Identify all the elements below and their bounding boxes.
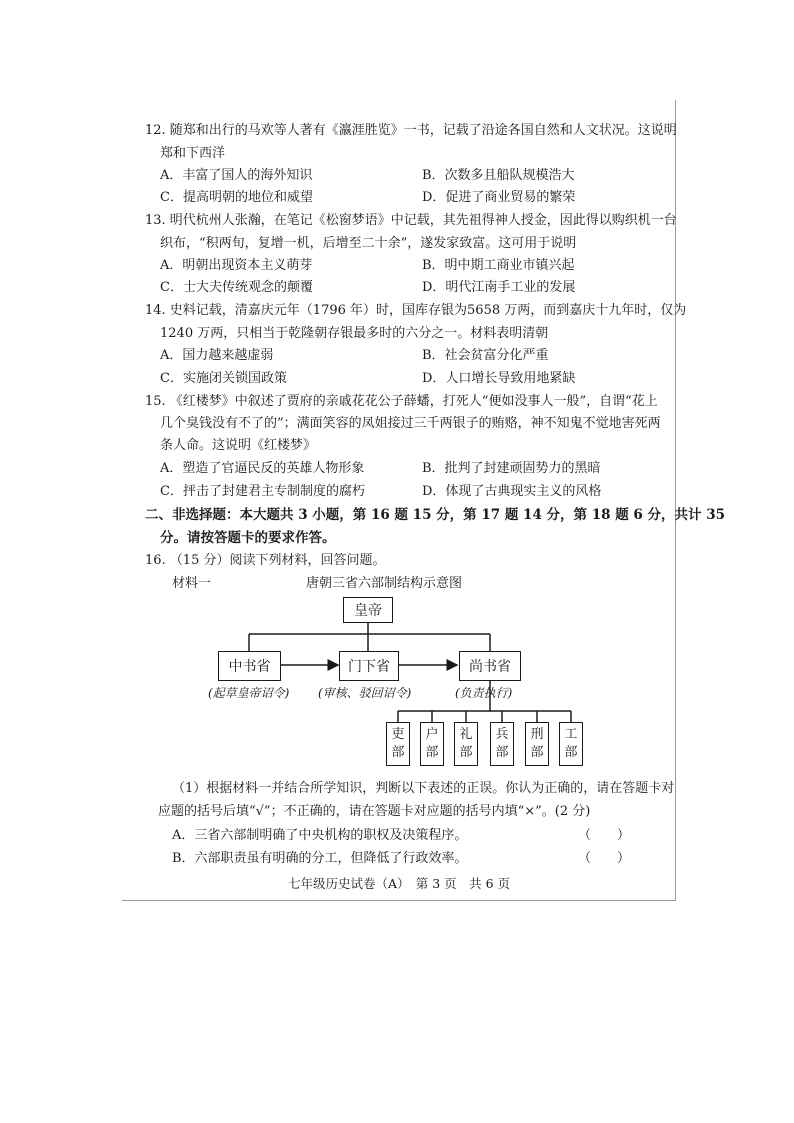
ministry-revenue	[420, 722, 444, 766]
q14-stem-line1: 14. 史料记载，清嘉庆元年（1796 年）时，国库存银为5658 万两，而到嘉庆十九年时，仅为	[145, 303, 687, 318]
ministry-war	[490, 722, 514, 766]
emperor-box: 皇帝	[343, 597, 393, 623]
ministry-char: 部	[495, 745, 509, 760]
q13-option-b: B．明中期工商业市镇兴起	[422, 258, 575, 273]
q12-option-a: A．丰富了国人的海外知识	[160, 168, 313, 183]
q12-option-b: B．次数多且船队规模浩大	[422, 168, 575, 183]
q13-stem-line2: 织布，“积两旬，复增一机，后增至二十余”，遂发家致富。这可用于说明	[160, 236, 577, 251]
ministry-char: 部	[391, 745, 405, 760]
q13-option-d: D．明代江南手工业的发展	[422, 280, 576, 295]
page-footer: 七年级历史试卷（A） 第 3 页 共 6 页	[288, 876, 511, 891]
q14-stem-line2: 1240 万两，只相当于乾隆朝存银最多时的六分之一。材料表明清朝	[160, 326, 549, 341]
q16-item-b-bracket[interactable]: （ ）	[578, 851, 631, 866]
q12-stem-line1: 12. 随郑和出行的马欢等人著有《瀛涯胜览》一书，记载了沿途各国自然和人文状况。这说明	[145, 123, 677, 138]
diagram-title: 唐朝三省六部制结构示意图	[306, 576, 463, 591]
shangshu-box: 尚书省	[459, 651, 521, 681]
q13-option-c: C．士大夫传统观念的颠覆	[160, 280, 313, 295]
ministry-char: 工	[564, 727, 578, 742]
q13-option-a: A．明朝出现资本主义萌芽	[160, 258, 313, 273]
ministry-works	[559, 722, 583, 766]
q12-stem-line2: 郑和下西洋	[160, 146, 226, 161]
q16-intro: 16. （15 分）阅读下列材料，回答问题。	[145, 553, 386, 568]
q16-part1-line2: 应题的括号后填“√”；不正确的，请在答题卡对应题的括号内填“×”。(2 分)	[158, 804, 591, 819]
q15-stem-line1: 15. 《红楼梦》中叙述了贾府的亲戚花花公子薛蟠，打死人“便如没事人一般”，自谓“花上	[145, 394, 658, 409]
ministry-char: 兵	[495, 727, 509, 742]
menxia-note: (审核、驳回诏令)	[318, 686, 412, 700]
ministry-char: 刑	[530, 727, 544, 742]
material-label: 材料一	[172, 576, 212, 591]
zhongshu-box: 中书省	[218, 651, 281, 681]
q16-item-a-bracket[interactable]: （ ）	[578, 828, 631, 843]
ministry-char: 部	[530, 745, 544, 760]
shangshu-note: (负责执行)	[455, 686, 513, 700]
q13-stem-line1: 13. 明代杭州人张瀚，在笔记《松窗梦语》中记载，其先祖得神人授金，因此得以购织机一台	[145, 213, 677, 228]
ministry-justice	[525, 722, 549, 766]
q14-option-c: C．实施闭关锁国政策	[160, 371, 287, 386]
ministry-char: 礼	[459, 727, 473, 742]
zhongshu-note: (起草皇帝诏令)	[208, 686, 290, 700]
ministry-char: 吏	[391, 727, 405, 742]
ministry-char: 部	[425, 745, 439, 760]
q15-stem-line2: 几个臭钱没有不了的”；满面笑容的凤姐接过三千两银子的贿赂，神不知鬼不觉地害死两	[160, 416, 661, 431]
q15-option-c: C．抨击了封建君主专制制度的腐朽	[160, 484, 365, 499]
section2-heading-line2: 分。请按答题卡的要求作答。	[160, 530, 336, 546]
q15-option-a: A．塑造了官逼民反的英雄人物形象	[160, 461, 365, 476]
q14-option-a: A．国力越来越虚弱	[160, 348, 274, 363]
q14-option-b: B．社会贫富分化严重	[422, 348, 549, 363]
section2-heading-line1: 二、非选择题：本大题共 3 小题，第 16 题 15 分，第 17 题 14 分，第 18 题 6 分，共计 35	[145, 507, 726, 523]
ministry-char: 部	[564, 745, 578, 760]
menxia-box: 门下省	[339, 651, 399, 681]
q16-item-b: B．六部职责虽有明确的分工，但降低了行政效率。	[172, 851, 468, 866]
q15-option-b: B．批判了封建顽固势力的黑暗	[422, 461, 601, 476]
q14-option-d: D．人口增长导致用地紧缺	[422, 371, 576, 386]
ministry-rites	[454, 722, 478, 766]
q15-option-d: D．体现了古典现实主义的风格	[422, 484, 602, 499]
ministry-char: 部	[459, 745, 473, 760]
ministry-char: 户	[425, 727, 439, 742]
ministry-personnel	[386, 722, 410, 766]
q15-stem-line3: 条人命。这说明《红楼梦》	[160, 438, 317, 453]
q16-item-a: A．三省六部制明确了中央机构的职权及决策程序。	[172, 828, 468, 843]
q16-part1-line1: （1）根据材料一并结合所学知识，判断以下表述的正误。你认为正确的，请在答题卡对	[172, 781, 675, 796]
q12-option-d: D．促进了商业贸易的繁荣	[422, 190, 576, 205]
q12-option-c: C．提高明朝的地位和威望	[160, 190, 313, 205]
